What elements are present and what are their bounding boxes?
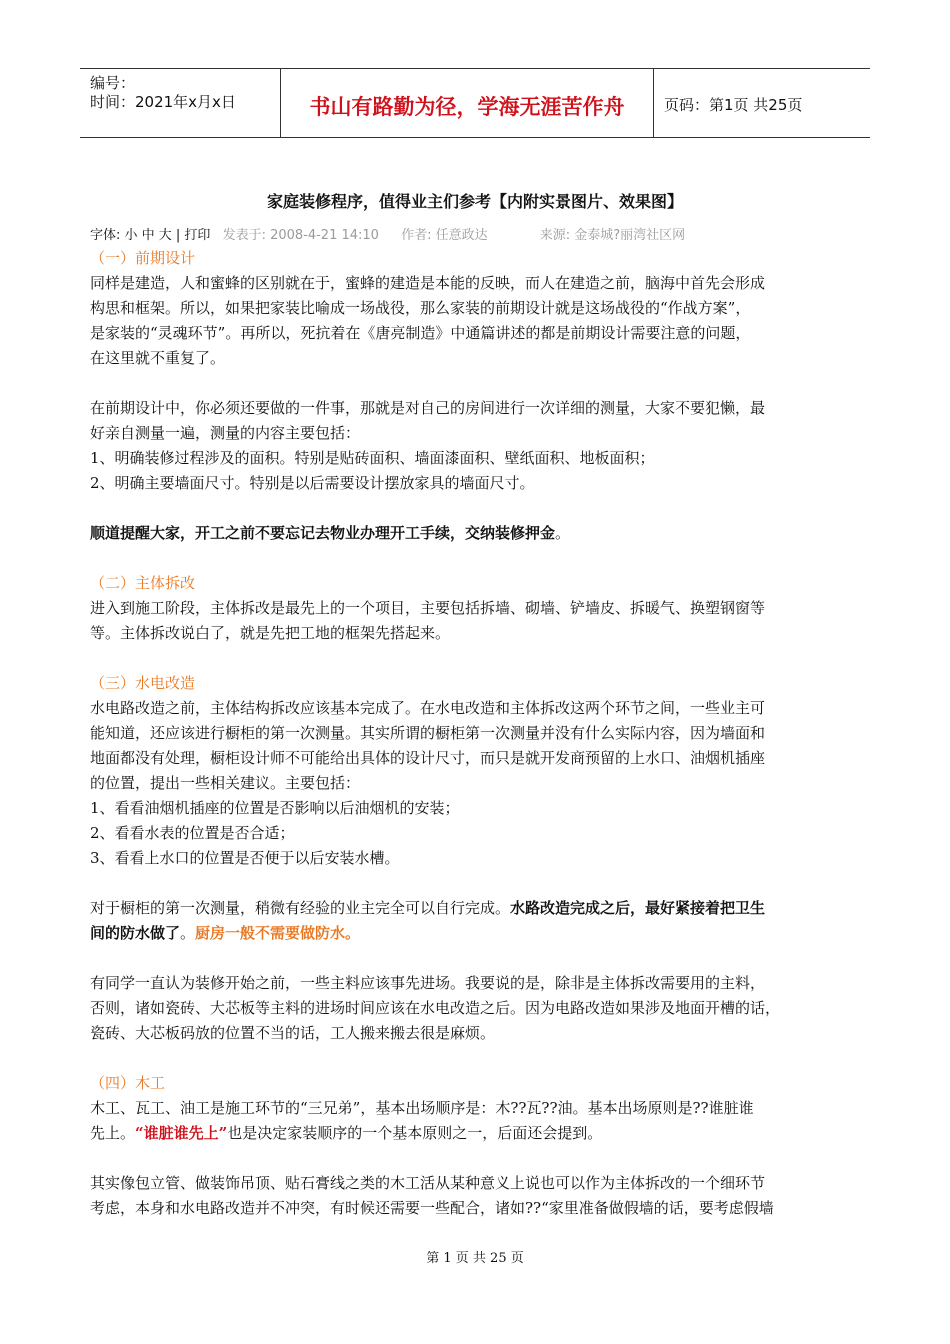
spacer — [90, 946, 850, 971]
paragraph-line: 在这里就不重复了。 — [90, 349, 226, 367]
paragraph-line: 进入到施工阶段，主体拆改是最先上的一个项目，主要包括拆墙、砌墙、铲墙皮、拆暖气、换塑钢窗等 — [90, 599, 766, 617]
page-footer: 第 1 页 共 25 页 — [426, 1251, 524, 1266]
paragraph-line: 否则，诸如瓷砖、大芯板等主料的进场时间应该在水电改造之后。因为电路改造如果涉及地面开槽的话， — [90, 999, 781, 1017]
paragraph-line: 构思和框架。所以，如果把家装比喻成一场战役，那么家装的前期设计就是这场战役的“作战方案”， — [90, 299, 751, 317]
section-title-demolition: （二）主体拆改 — [90, 574, 196, 592]
paragraph-line: 地面都没有处理，橱柜设计师不可能给出具体的设计尺寸，而只是就开发商预留的上水口、油烟机插座 — [90, 749, 766, 767]
list-item: 3、看看上水口的位置是否便于以后安装水槽。 — [90, 849, 400, 867]
header-page-label: 页码：第1页 共25页 — [664, 96, 803, 114]
paragraph-line: 木工、瓦工、油工是施工环节的“三兄弟”，基本出场顺序是：木??瓦??油。基本出场原则是??谁脏谁 — [90, 1099, 754, 1117]
article-body — [90, 246, 850, 1221]
paragraph-line: 考虑，本身和水电路改造并不冲突，有时候还需要一些配合，诸如??“家里准备做假墙的话，要考虑假墙 — [90, 1199, 774, 1217]
paragraph-line: 是家装的“灵魂环节”。再所以，死抗着在《唐亮制造》中通篇讲述的都是前期设计需要注意的问题， — [90, 324, 751, 342]
spacer — [90, 546, 850, 571]
paragraph-line: 的位置，提出一些相关建议。主要包括： — [90, 774, 361, 792]
paragraph-line — [90, 1121, 850, 1146]
paragraph-line: 好亲自测量一遍，测量的内容主要包括： — [90, 424, 361, 442]
author-label: 作者: 任意政达 — [401, 228, 488, 243]
reminder-bold-text: 顺道提醒大家，开工之前不要忘记去物业办理开工手续，交纳装修押金 — [90, 524, 556, 542]
article-byline — [90, 224, 685, 243]
spacer — [90, 496, 850, 521]
spacer — [90, 1046, 850, 1071]
reminder-line — [90, 521, 850, 546]
list-item: 2、明确主要墙面尺寸。特别是以后需要设计摆放家具的墙面尺寸。 — [90, 474, 535, 492]
bold-text: 水路改造完成之后，最好紧接着把卫生 — [510, 899, 766, 917]
paragraph-line: 在前期设计中，你必须还要做的一件事，那就是对自己的房间进行一次详细的测量，大家不要犯懒，最 — [90, 399, 766, 417]
normal-text: 对于橱柜的第一次测量，稍微有经验的业主完全可以自行完成。 — [90, 899, 511, 917]
paragraph-line: 同样是建造，人和蜜蜂的区别就在于，蜜蜂的建造是本能的反映，而人在建造之前，脑海中首先会形成 — [90, 274, 766, 292]
bold-text: 间的防水做了 — [90, 924, 181, 942]
red-highlight-text: “谁脏谁先上” — [135, 1124, 228, 1142]
paragraph-line: 等。主体拆改说白了，就是先把工地的框架先搭起来。 — [90, 624, 451, 642]
section-title-plumbing-electric: （三）水电改造 — [90, 674, 196, 692]
paragraph-line — [90, 896, 850, 921]
list-item: 1、明确装修过程涉及的面积。特别是贴砖面积、墙面漆面积、壁纸面积、地板面积； — [90, 449, 655, 467]
spacer — [90, 1146, 850, 1171]
document-time-label: 时间：2021年x月x日 — [90, 93, 236, 111]
spacer — [90, 371, 850, 396]
header-page-cell — [654, 69, 870, 137]
header-motto-cell — [281, 69, 654, 137]
article-title: 家庭装修程序，值得业主们参考【内附实景图片、效果图】 — [266, 192, 683, 211]
paragraph-line — [90, 921, 850, 946]
font-size-controls[interactable]: 字体: 小 中 大 | 打印 — [90, 228, 211, 243]
orange-highlight-text: 厨房一般不需要做防水。 — [195, 924, 361, 942]
paragraph-line: 能知道，还应该进行橱柜的第一次测量。其实所谓的橱柜第一次测量并没有什么实际内容，因为墙面和 — [90, 724, 766, 742]
list-item: 1、看看油烟机插座的位置是否影响以后油烟机的安装； — [90, 799, 460, 817]
list-item: 2、看看水表的位置是否合适； — [90, 824, 295, 842]
paragraph-line: 有同学一直认为装修开始之前，一些主料应该事先进场。我要说的是，除非是主体拆改需要用的主料， — [90, 974, 766, 992]
source-label: 来源: 金泰城?丽湾社区网 — [539, 228, 686, 243]
paragraph-line: 其实像包立管、做装饰吊顶、贴石膏线之类的木工活从某种意义上说也可以作为主体拆改的一个细环节 — [90, 1174, 766, 1192]
paragraph-line: 水电路改造之前，主体结构拆改应该基本完成了。在水电改造和主体拆改这两个环节之间，一些业主可 — [90, 699, 766, 717]
reminder-end: 。 — [555, 524, 571, 542]
paragraph-line: 瓷砖、大芯板码放的位置不当的话，工人搬来搬去很是麻烦。 — [90, 1024, 496, 1042]
header-meta-cell — [80, 69, 281, 137]
section-title-design: （一）前期设计 — [90, 249, 196, 267]
normal-text: 先上。 — [90, 1124, 136, 1142]
header-table — [80, 68, 870, 138]
spacer — [90, 646, 850, 671]
spacer — [90, 871, 850, 896]
document-number-label: 编号： — [90, 74, 136, 92]
header-motto: 书山有路勤为径，学海无涯苦作舟 — [309, 95, 625, 119]
section-title-carpentry: （四）木工 — [90, 1074, 166, 1092]
publish-date: 发表于: 2008-4-21 14:10 — [222, 228, 379, 243]
normal-text: 也是决定家装顺序的一个基本原则之一，后面还会提到。 — [227, 1124, 603, 1142]
normal-text: 。 — [180, 924, 196, 942]
